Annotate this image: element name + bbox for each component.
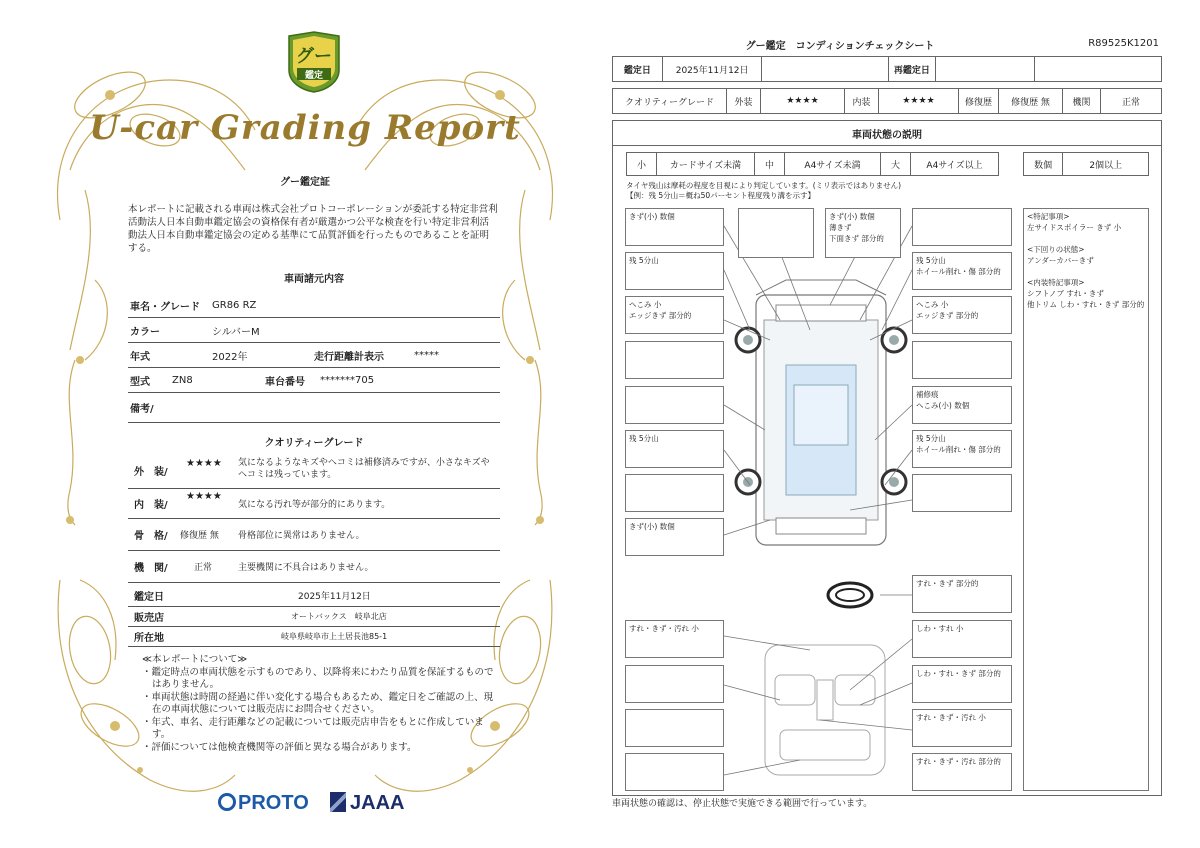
engine-value-cell: 正常 [1121,97,1140,108]
exterior-stars: ★★★★ [186,458,222,469]
svg-text:グー: グー [296,46,332,67]
tire-note: タイヤ残山は摩耗の程度を目視により判定しています。(ミリ表示ではありません) [626,181,902,190]
mileage-value: ***** [414,349,439,361]
year-label: 年式 [130,351,150,363]
report-heading: U-car Grading Report [89,108,521,148]
quality-row-interior [128,489,500,519]
svg-text:鑑定: 鑑定 [304,71,324,81]
condition-check-sheet [610,30,1165,820]
note-item: ・評価については他検査機関等の評価と異なる場合があります。 [142,741,417,753]
cell-interior-2: すれ・きず・汚れ 小 [625,620,724,658]
redate-label: 再鑑定日 [889,57,936,81]
repair-label: 修復歴 [959,89,999,113]
note-item: ・年式、車名、走行距離などの記載については販売店申告をもとに作成しています。 [142,716,484,740]
tire-example: 【例：残 5分山＝概ね50パーセント程度残り溝を示す】 [626,191,816,200]
cell-top-1 [738,208,814,258]
cell-left-7 [625,474,724,512]
cell-interior-8 [625,753,724,791]
car-exterior-diagram [726,260,916,560]
cell-left-3: へこみ 小 エッジきず 部分的 [625,296,724,334]
cell-right-2: 残 5分山 ホイール削れ・傷 部分的 [912,252,1012,290]
car-interior-diagram [755,635,895,785]
date-grid [612,56,1162,82]
cell-interior-9: すれ・きず・汚れ 部分的 [912,753,1012,791]
mileage-label: 走行距離計表示 [314,351,384,363]
mid-label: 中 [755,153,785,175]
redate-value [936,57,1036,81]
count-legend [1023,152,1149,176]
note-item: ・鑑定時点の車両状態を示すものであり、以降将来にわたり品質を保証するものではありません。 [142,666,494,690]
count-label: 数個 [1024,153,1063,175]
shop-value: オートバックス 岐阜北店 [291,612,387,621]
quality-row-frame [128,519,500,551]
jaaa-logo [330,792,404,815]
sheet-date-label: 鑑定日 [613,57,663,81]
grading-certificate [40,20,570,835]
ext-label: 外装 [727,89,761,113]
interior-text: 気になる汚れ等が部分的にあります。 [238,500,391,510]
note-item: ・車両状態は時間の経過に伴い変化する場合もあるため、鑑定日をご確認の上、現在の車両状態については販売店にお問合せください。 [142,691,494,715]
empty-cell [1035,57,1161,81]
proto-logo [218,792,309,815]
cell-right-4 [912,341,1012,379]
cell-left-5 [625,386,724,424]
repair-value: 修復歴 無 [999,89,1063,113]
cell-right-5: 補修痕 へこみ(小) 数個 [912,386,1012,424]
spec-row-remarks [128,393,500,423]
cell-left-8: きず(小) 数個 [625,518,724,556]
address-value: 岐阜県岐阜市上土居長池85-1 [281,632,388,641]
shop-row [128,607,500,627]
cell-left-2: 残 5分山 [625,252,724,290]
color-label: カラー [130,326,160,338]
engine-label: 機 関/ [134,563,168,574]
frame-label: 骨 格/ [134,531,168,542]
cell-top-2: きず(小) 数個 薄きず 下面きず 部分的 [825,208,901,258]
size-legend [626,152,999,176]
jaaa-mark-icon [330,792,346,812]
certificate-intro: 本レポートに記載される車両は株式会社プロトコーポレーションが委託する特定非営利活動法人日本自動車鑑定協会の資格保有者が厳選かつ公平な検査を行い特定非営利活動法人日本自動車鑑定協会の定める基準にて品質評価を行ったものであることを証明する。 [128,204,498,254]
mid-value: A4サイズ未満 [785,153,881,175]
int-label: 内装 [845,89,879,113]
grade-label: クオリティーグレード [613,89,727,113]
quality-row-engine [128,551,500,583]
model-label: 型式 [130,376,150,388]
spec-title: 車両諸元内容 [284,274,344,285]
goo-appraisal-logo [285,30,343,94]
spec-row-model [128,368,500,393]
quality-title: クオリティーグレード [264,438,364,449]
model-value: ZN8 [172,374,193,386]
interior-stars: ★★★★ [186,491,222,502]
jaaa-text: JAAA [350,792,405,814]
date-label: 鑑定日 [134,592,164,603]
sheet-id: R89525K1201 [1088,38,1159,49]
engine-text: 主要機関に不具合はありません。 [238,563,374,573]
count-value: 2個以上 [1089,160,1123,171]
engine-value: 正常 [194,563,213,573]
cell-right-3: へこみ 小 エッジきず 部分的 [912,296,1012,334]
large-label: 大 [881,153,911,175]
name-label: 車名・グレード [130,301,200,313]
small-label: 小 [627,153,657,175]
cell-left-6: 残 5分山 [625,430,724,468]
color-value: シルバーM [212,326,260,338]
year-value: 2022年 [212,351,248,363]
frame-value: 修復歴 無 [180,531,219,541]
cell-interior-3: しわ・すれ 小 [912,620,1012,658]
certificate-title: グー鑑定証 [280,177,330,188]
interior-label: 内 装/ [134,500,168,511]
cell-left-1: きず(小) 数個 [625,208,724,246]
large-value: A4サイズ以上 [926,160,983,171]
shop-label: 販売店 [134,613,164,624]
cell-right-1 [912,208,1012,246]
special-notes: <特記事項> 左サイドスポイラー きず 小 <下回りの状態> アンダーカバーきず <内装特記事項> シフトノブ すれ・きず 他トリム しわ・すれ・きず 部分的 [1023,208,1149,791]
cell-interior-1: すれ・きず 部分的 [912,575,1012,613]
spec-row-name [128,293,500,318]
sheet-footer: 車両状態の確認は、停止状態で実施できる範囲で行っています。 [612,799,873,809]
chassis-label: 車台番号 [265,376,305,388]
spec-row-year [128,343,500,368]
int-value: ★★★★ [879,89,959,113]
chassis-value: *******705 [320,374,375,386]
exterior-text: 気になるようなキズやヘコミは補修済みですが、小さなキズやヘコミは残っています。 [238,458,490,480]
notes-title: ≪本レポートについて≫ [142,654,248,665]
sheet-date-value: 2025年11月12日 [663,57,763,81]
frame-text: 骨格部位に異常はありません。 [238,531,365,541]
empty-cell [762,57,889,81]
grade-grid [612,88,1162,114]
cell-right-6: 残 5分山 ホイール削れ・傷 部分的 [912,430,1012,468]
remarks-label: 備考/ [130,404,154,415]
small-value: カードサイズ未満 [657,153,755,175]
cell-left-4 [625,341,724,379]
section-title: 車両状態の説明 [612,120,1162,146]
quality-row-exterior [128,453,500,489]
steering-wheel-icon [825,580,875,610]
exterior-label: 外 装/ [134,467,168,478]
address-row [128,627,500,647]
ext-value: ★★★★ [761,89,845,113]
proto-mark-icon [218,793,236,811]
proto-text: PROTO [238,792,309,814]
cell-right-7 [912,474,1012,512]
cell-interior-5: しわ・すれ・きず 部分的 [912,665,1012,703]
engine-label-cell: 機関 [1063,89,1101,113]
appraisal-date-row [128,585,500,607]
spec-row-color [128,318,500,343]
address-label: 所在地 [134,633,164,644]
sheet-title: グー鑑定 コンディションチェックシート [745,41,935,52]
name-value: GR86 RZ [212,299,257,311]
date-value: 2025年11月12日 [298,592,371,602]
cell-interior-7: すれ・きず・汚れ 小 [912,709,1012,747]
cell-interior-6 [625,709,724,747]
cell-interior-4 [625,665,724,703]
report-notes [138,654,500,754]
